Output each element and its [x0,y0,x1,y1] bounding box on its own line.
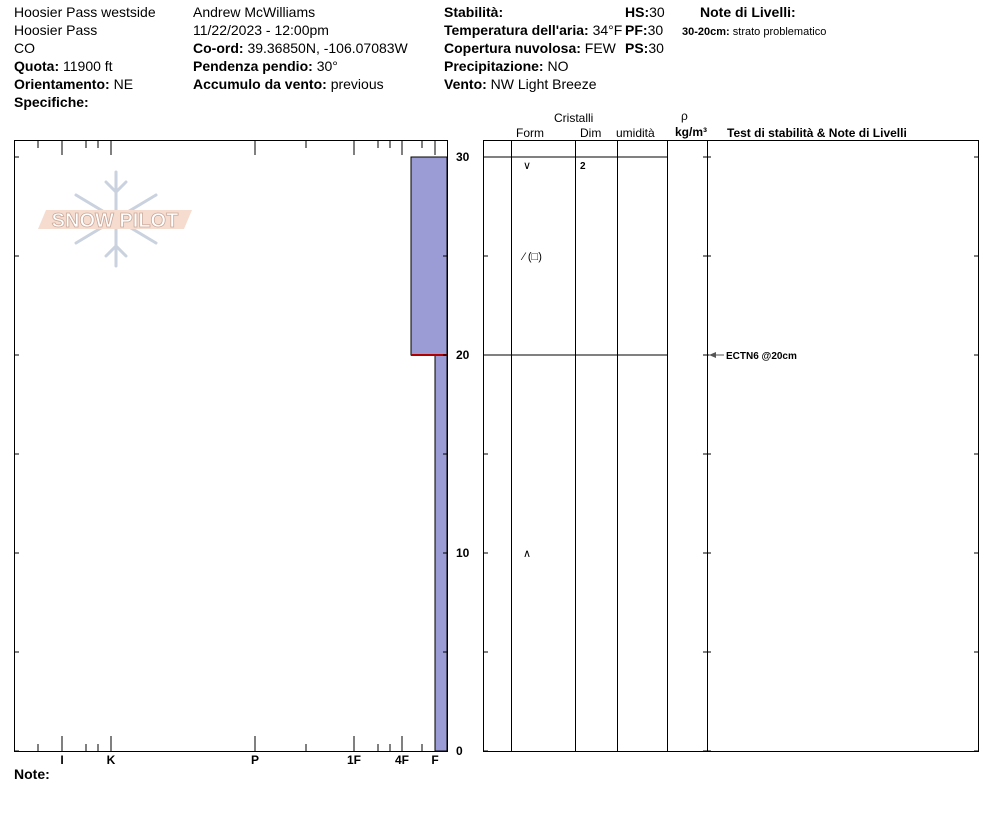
y-tick-label-20: 20 [456,348,470,362]
x-tick-label-P: P [250,753,260,767]
coord-value: 39.36850N, -106.07083W [247,40,408,56]
slope-value: 30° [316,58,338,74]
snowpilot-logo-text: SNOW PILOT [51,210,179,232]
location-line-3: CO [14,40,35,56]
crystals-header: Cristalli [554,111,594,125]
hardness-layer-1 [411,157,447,355]
layer-note-text: strato problematico [732,26,827,38]
precip-value: NO [547,58,569,74]
hs-label: HS: [625,4,650,20]
grain-size-label: 2 [580,160,586,172]
x-tick-label-4F: 4F [394,753,410,767]
wind-value: NW Light Breeze [490,76,597,92]
elevation-label: Quota: [14,58,60,74]
location-line-2: Hoosier Pass [14,22,98,38]
layer-notes-title: Note di Livelli: [700,4,796,20]
specifics-label: Specifiche: [14,94,89,110]
form-header: Form [516,126,544,140]
notes-label: Note: [14,766,50,782]
grain-form-symbols [520,160,586,560]
location-line-1: Hoosier Pass westside [14,4,156,20]
precip-label: Precipitazione: [444,58,544,74]
hardness-tick-labels [60,753,438,767]
stability-tests [709,351,797,362]
aspect-label: Orientamento: [14,76,110,92]
pf-label: PF: [625,22,648,38]
wind-loading-label: Accumulo da vento: [193,76,327,92]
grain-form-symbol: ∨ [523,159,532,172]
cloud-value: FEW [584,40,616,56]
datetime: 11/22/2023 - 12:00pm [193,22,329,38]
ps-value: 30 [648,40,664,56]
y-tick-label-0: 0 [456,744,463,758]
y-tick-label-10: 10 [456,546,470,560]
y-tick-label-30: 30 [456,150,470,164]
x-tick-label-I: I [60,753,64,767]
aspect-value: NE [113,76,134,92]
slope-label: Pendenza pendio: [193,58,313,74]
wind-label: Vento: [444,76,487,92]
height-tick-labels [456,150,470,758]
pf-value: 30 [647,22,664,38]
size-header: Dim [580,126,602,140]
observer: Andrew McWilliams [193,4,316,20]
rho-header: ρ [681,109,688,123]
hs-value: 30 [649,4,665,20]
test-arrow-head [709,352,716,358]
x-tick-label-1F: 1F [346,753,362,767]
coord-label: Co-ord: [193,40,244,56]
tests-header: Test di stabilità & Note di Livelli [727,126,907,140]
x-tick-label-K: K [106,753,116,767]
snowpilot-logo [38,172,192,266]
cloud-label: Copertura nuvolosa: [444,40,581,56]
hardness-layers [411,157,447,751]
elevation-value: 11900 ft [63,58,113,74]
air-temp-label: Temperatura dell'aria: [444,22,589,38]
moisture-header: umidità [616,126,655,140]
layer-note-range: 30-20cm: [682,26,730,38]
wind-loading-value: previous [330,76,384,92]
air-temp-value: 34°F [592,22,623,38]
density-unit-header: kg/m³ [675,125,708,139]
stability-label: Stabilità: [444,4,504,20]
x-tick-label-F: F [431,753,439,767]
grain-form-symbol: ∧ [523,548,532,560]
grain-form-symbol: ⁄ (□) [523,251,542,263]
test-label: ECTN6 @20cm [726,351,797,362]
ps-label: PS: [625,40,649,56]
